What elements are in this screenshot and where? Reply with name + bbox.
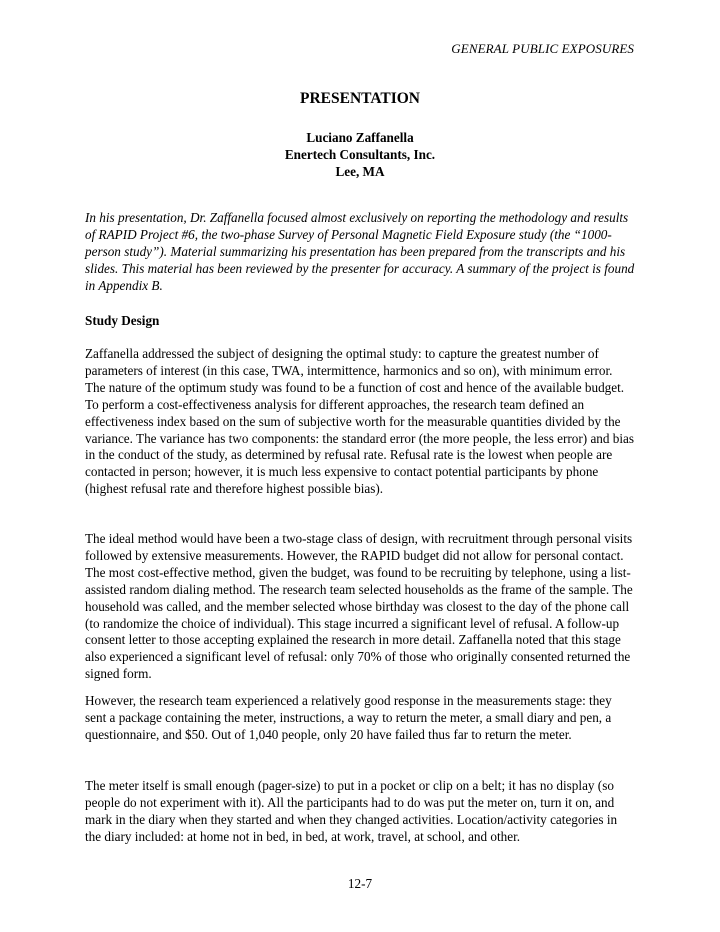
running-header: GENERAL PUBLIC EXPOSURES [451,41,634,56]
body-paragraph: The ideal method would have been a two-stage class of design, with recruitment through personal visits followed by extensive measurements. However, the RAPID budget did not allow for personal contact. The most cost-effective method, given the budget, was found to be recruiting by telephone, using a list-assisted random dialing method. The research team selected households as the frame of the sample. The household was called, and the member selected whose birthday was closest to the day of the phone call (to randomize the choice of individual). This stage incurred a significant level of refusal. A follow-up consent letter to those accepting explained the research in more detail. Zaffanella noted that this stage also experienced a significant level of refusal: only 70% of those who originally consented returned the signed form. [85,531,633,682]
page-number: 12-7 [347,876,373,891]
body-paragraph: However, the research team experienced a relatively good response in the measurements stage: they sent a package containing the meter, instructions, a way to return the meter, a small diary and pen, a questionnaire, and $50. Out of 1,040 people, only 20 have failed thus far to return the meter. [85,693,612,742]
body-paragraph: The meter itself is small enough (pager-size) to put in a pocket or clip on a belt; it has no display (so people do not experiment with it). All the participants had to do was put the meter on, turn it on, and mark in the diary when they started and when they changed activities. Location/activity categories in the diary included: at home not in bed, in bed, at work, travel, at school, and other. [85,778,618,844]
presenter-location: Lee, MA [335,164,385,179]
presenter-block [0,129,720,180]
intro-paragraph: In his presentation, Dr. Zaffanella focused almost exclusively on reporting the methodology and results of RAPID Project #6, the two-phase Survey of Personal Magnetic Field Exposure study (the “1000-person study”). Material summarizing his presentation has been prepared from the transcripts and his slides. This material has been reviewed by the presenter for accuracy. A summary of the project is found in Appendix B. [85,210,635,293]
presenter-organization: Enertech Consultants, Inc. [284,147,436,162]
body-paragraph: Zaffanella addressed the subject of designing the optimal study: to capture the greatest number of parameters of interest (in this case, TWA, intermittence, harmonics and so on), with minimum error. The nature of the optimum study was found to be a function of cost and hence of the available budget. To perform a cost-effectiveness analysis for different approaches, the research team defined an effectiveness index based on the sum of subjective worth for the measurable quantities divided by the variance. The variance has two components: the standard error (the more people, the less error) and bias in the conduct of the study, as determined by refusal rate. Refusal rate is the lowest when people are contacted in person; however, it is much less expensive to contact potential participants by phone (highest refusal rate and therefore highest possible bias). [85,346,635,497]
presenter-name: Luciano Zaffanella [306,130,414,145]
section-heading: Study Design [85,313,160,328]
page-title: PRESENTATION [299,90,420,107]
